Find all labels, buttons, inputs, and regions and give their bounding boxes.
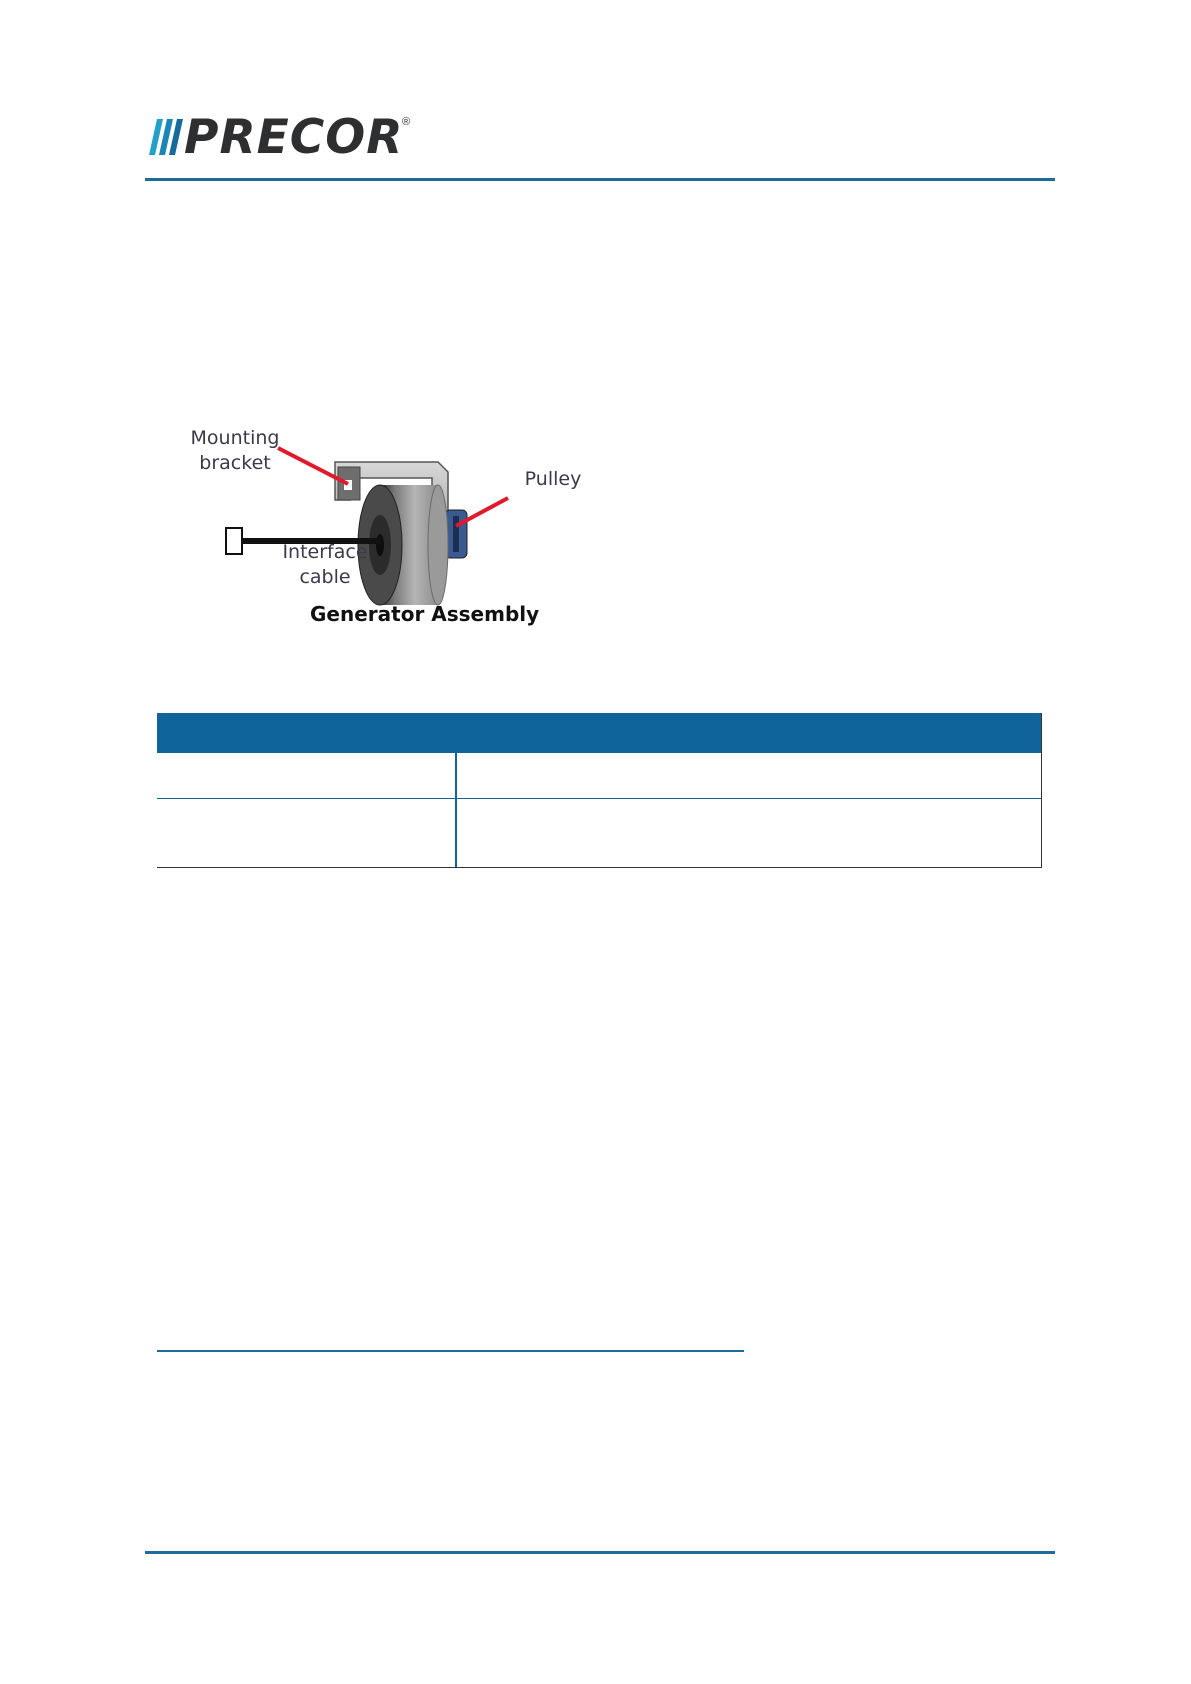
- table-right-border: [1041, 713, 1042, 868]
- pulley-label: Pulley: [524, 468, 582, 490]
- generator-assembly-figure: [170, 420, 600, 635]
- table-row: [157, 799, 1042, 867]
- figure-caption: Generator Assembly: [310, 602, 540, 626]
- table-bottom-border: [157, 867, 1042, 868]
- table-cell-label: [157, 799, 455, 867]
- header-rule: [145, 178, 1055, 181]
- brand-name: PRECOR: [184, 110, 404, 165]
- table-column-divider: [455, 753, 457, 868]
- footer-rule: [145, 1551, 1055, 1554]
- section-rule: [157, 1350, 744, 1352]
- spec-table: [157, 713, 1042, 868]
- registered-mark: ®: [402, 116, 411, 128]
- logo-stripes-icon: [147, 117, 187, 157]
- table-cell-label: [157, 753, 455, 798]
- precor-logo: [147, 112, 417, 164]
- table-cell-value: [457, 753, 1041, 798]
- table-row: [157, 753, 1042, 799]
- mounting-bracket-label: Mounting bracket: [190, 427, 280, 474]
- table-header-row: [157, 713, 1042, 753]
- table-cell-value: [457, 799, 1041, 867]
- interface-cable-label: Interface cable: [282, 541, 368, 588]
